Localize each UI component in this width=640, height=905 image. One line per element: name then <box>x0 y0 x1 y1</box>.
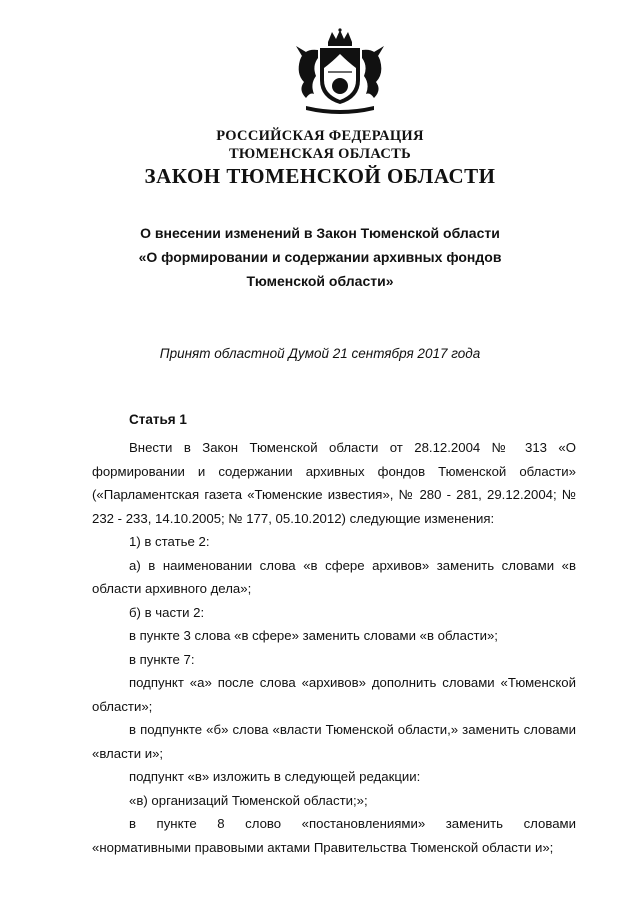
article-paragraph: в пункте 7: <box>129 651 195 667</box>
coat-of-arms-icon <box>288 28 392 114</box>
article-paragraph: а) в наименовании слова «в сфере архивов» заменить словами «в области архивного дела»; <box>92 557 576 596</box>
adoption-note: Принят областной Думой 21 сентября 2017 года <box>159 346 481 361</box>
law-title-line: «О формировании и содержании архивных фондов <box>138 249 502 265</box>
article-paragraph: подпункт «в» изложить в следующей редакции: <box>129 769 421 784</box>
article-paragraph: 1) в статье 2: <box>129 534 210 549</box>
law-title-line: Тюменской области» <box>246 273 394 289</box>
article-paragraph: подпункт «а» после слова «архивов» дополнить словами «Тюменской области»; <box>92 675 576 714</box>
article-paragraph: в подпункте «б» слова «власти Тюменской области,» заменить словами «власти и»; <box>92 722 576 761</box>
article-paragraph: в пункте 3 слова «в сфере» заменить словами «в области»; <box>129 628 498 643</box>
article-body <box>92 436 576 859</box>
article-heading: Статья 1 <box>129 412 187 427</box>
article-paragraph: б) в части 2: <box>129 604 205 620</box>
article-paragraph: в пункте 8 слово «постановлениями» заменить словами «нормативными правовыми актами Правительства Тюменской области и»; <box>92 816 576 855</box>
region-heading: ТЮМЕНСКАЯ ОБЛАСТЬ <box>228 146 412 162</box>
article-paragraph: «в) организаций Тюменской области;»; <box>129 792 368 808</box>
law-type-heading: ЗАКОН ТЮМЕНСКОЙ ОБЛАСТИ <box>144 164 496 188</box>
law-title <box>0 221 640 293</box>
law-title-line: О внесении изменений в Закон Тюменской области <box>140 225 500 241</box>
country-heading: РОССИЙСКАЯ ФЕДЕРАЦИЯ <box>216 128 424 144</box>
article-paragraph: Внести в Закон Тюменской области от 28.12.2004 № 313 «О формировании и содержании архивных фондов Тюменской области» («Парламентская газета «Тюменские известия», № 280 - 281, 29.12.2004; № 232 - 233, 14.10.2005; № 177, 05.10.2012) следующие изменения: <box>92 440 576 526</box>
